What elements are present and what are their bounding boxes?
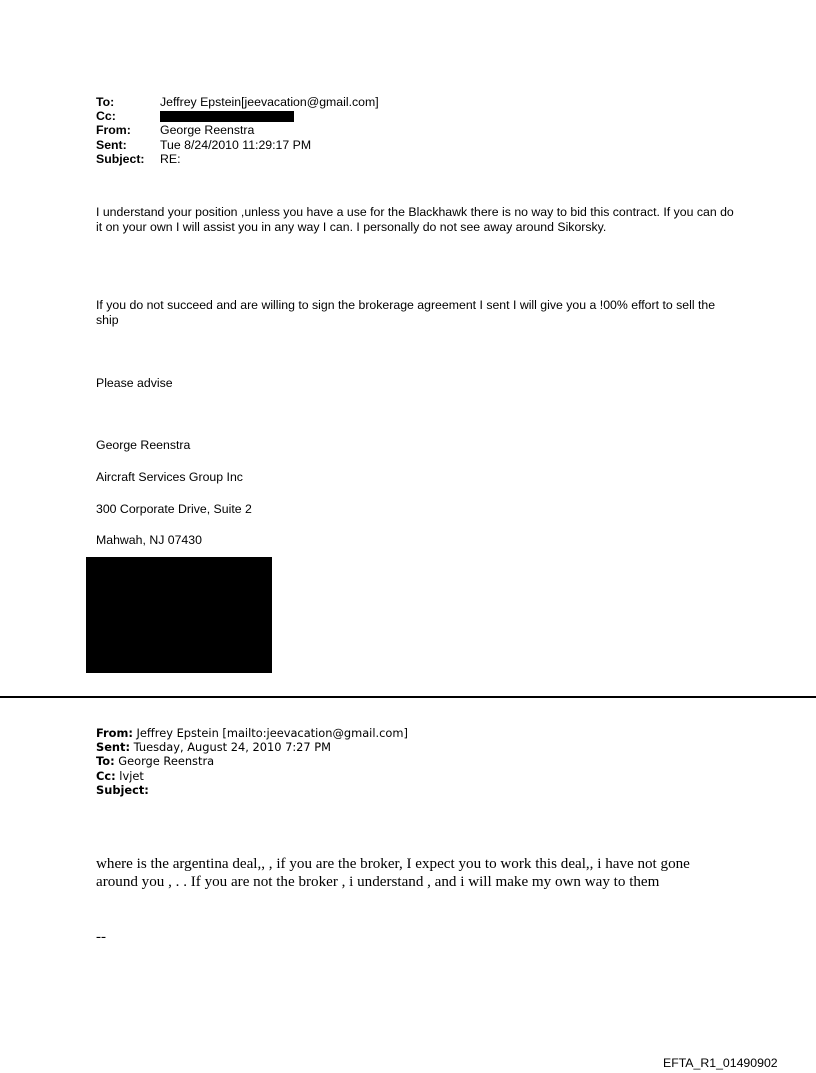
from-row	[96, 123, 379, 137]
quoted-sent-row	[96, 740, 408, 754]
body-paragraph: Please advise	[96, 376, 173, 390]
to-row	[96, 95, 379, 109]
from-label: From:	[96, 123, 131, 138]
quoted-sent-value: Tuesday, August 24, 2010 7:27 PM	[133, 740, 331, 755]
quoted-from-row	[96, 726, 408, 740]
sent-value: Tue 8/24/2010 11:29:17 PM	[160, 137, 312, 152]
from-value: George Reenstra	[160, 123, 255, 138]
redaction-block	[86, 557, 272, 673]
email-header	[96, 95, 379, 166]
sent-row	[96, 138, 379, 152]
quoted-from-label: From:	[96, 726, 133, 740]
subject-row	[96, 152, 379, 166]
quoted-to-row	[96, 754, 408, 768]
quoted-sent-label: Sent:	[96, 740, 131, 755]
sent-label: Sent:	[96, 137, 127, 152]
to-label: To:	[96, 95, 115, 109]
quoted-to-label: To:	[96, 754, 115, 769]
quoted-from-value: Jeffrey Epstein [mailto:jeevacation@gmail.com]	[136, 726, 408, 740]
quoted-cc-label: Cc:	[96, 768, 116, 783]
cc-label: Cc:	[96, 109, 116, 124]
subject-value: RE:	[160, 151, 181, 166]
quoted-subject-label: Subject:	[96, 782, 149, 797]
to-value: Jeffrey Epstein[jeevacation@gmail.com]	[160, 95, 379, 109]
document-id: EFTA_R1_01490902	[663, 1056, 778, 1070]
signature-address: 300 Corporate Drive, Suite 2	[96, 502, 252, 516]
body-paragraph: I understand your position ,unless you have a use for the Blackhawk there is no way to bid this contract. If you can do it on your own I will assist you in any way I can. I personally do not see away around Sikorsky.	[96, 205, 734, 234]
subject-label: Subject:	[96, 151, 145, 166]
quoted-email-header	[96, 726, 408, 797]
quoted-cc-row	[96, 769, 408, 783]
quoted-closing: --	[96, 929, 106, 945]
divider	[0, 696, 816, 698]
cc-redaction	[160, 111, 294, 122]
signature-company: Aircraft Services Group Inc	[96, 470, 243, 484]
quoted-subject-row	[96, 783, 408, 797]
quoted-to-value: George Reenstra	[118, 754, 215, 769]
quoted-body: where is the argentina deal,, , if you are the broker, I expect you to work this deal,, i have not gone around you , . . If you are not the broker , i understand , and i will make my own way to them	[96, 856, 690, 890]
cc-row	[96, 109, 379, 123]
signature-name: George Reenstra	[96, 438, 191, 452]
quoted-cc-value: lvjet	[119, 768, 144, 783]
body-paragraph: If you do not succeed and are willing to sign the brokerage agreement I sent I will give you a !00% effort to sell the ship	[96, 298, 716, 327]
signature-city: Mahwah, NJ 07430	[96, 533, 202, 547]
